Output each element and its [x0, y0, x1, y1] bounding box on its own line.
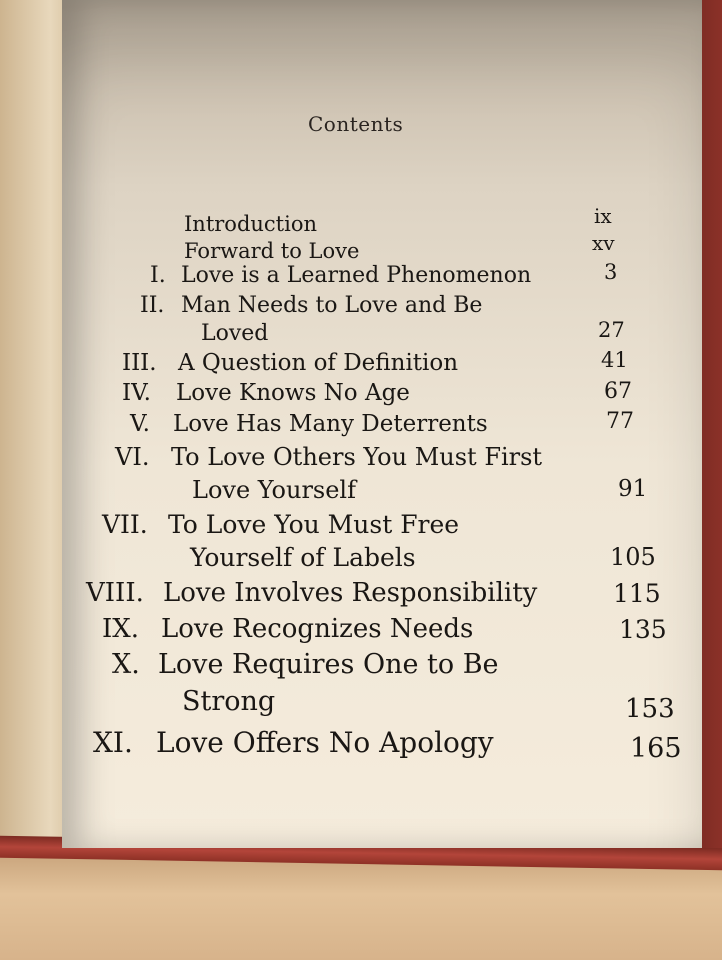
toc-entry-page: 41: [601, 348, 628, 372]
toc-entry-continuation: Love Yourself: [192, 476, 356, 504]
toc-entry-title: Love Offers No Apology: [156, 726, 494, 759]
toc-entry-number: VIII.: [86, 578, 144, 608]
toc-entry-title: Love is a Learned Phenomenon: [181, 263, 532, 288]
toc-entry-page: 91: [618, 476, 648, 502]
toc-entry-page: 135: [619, 615, 667, 644]
page-title: Contents: [308, 112, 404, 136]
toc-entry-page: ix: [594, 204, 612, 228]
toc-entry-number: VI.: [115, 443, 150, 471]
toc-entry-number: X.: [112, 649, 140, 680]
toc-entry-continuation: Loved: [201, 321, 269, 346]
toc-entry-title: Forward to Love: [184, 239, 360, 263]
toc-entry-title: Love Requires One to Be: [158, 649, 499, 680]
toc-entry-page: 3: [604, 260, 618, 284]
toc-entry-number: IX.: [102, 614, 140, 644]
toc-entry-page: 153: [625, 694, 675, 724]
toc-entry-title: Introduction: [184, 212, 317, 236]
toc-entry-number: VII.: [102, 510, 148, 539]
toc-entry-number: V.: [130, 411, 150, 437]
toc-entry-title: To Love Others You Must First: [171, 443, 543, 471]
toc-entry-title: Man Needs to Love and Be: [181, 293, 483, 318]
toc-entry-title: Love Involves Responsibility: [163, 578, 538, 608]
toc-entry-title: A Question of Definition: [178, 350, 459, 376]
toc-entry-page: 77: [606, 409, 634, 434]
toc-entry-number: I.: [150, 263, 166, 288]
toc-entry-continuation: Yourself of Labels: [190, 543, 416, 572]
toc-entry-title: Love Recognizes Needs: [161, 614, 474, 644]
toc-entry-number: III.: [122, 350, 157, 376]
toc-entry-page: 115: [613, 579, 661, 608]
toc-entry-title: Love Knows No Age: [176, 380, 410, 406]
toc-entry-page: xv: [592, 231, 615, 255]
toc-entry-title: To Love You Must Free: [168, 510, 460, 539]
toc-entry-number: II.: [140, 293, 165, 318]
toc-entry-page: 105: [610, 543, 656, 571]
toc-entry-page: 165: [630, 733, 682, 764]
toc-entry-continuation: Strong: [182, 686, 276, 717]
toc-entry-page: 67: [604, 379, 632, 404]
toc-entry-number: XI.: [93, 726, 133, 759]
toc-entry-number: IV.: [122, 380, 151, 406]
toc-entry-page: 27: [598, 318, 625, 342]
toc-entry-title: Love Has Many Deterrents: [173, 411, 488, 437]
